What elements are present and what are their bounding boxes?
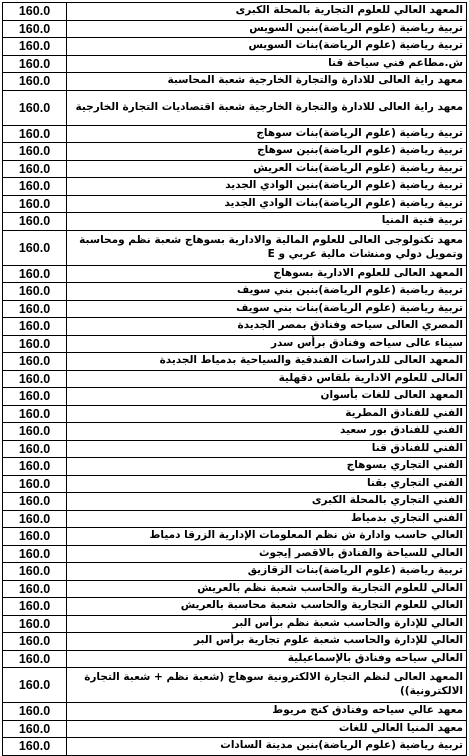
table-row xyxy=(3,633,467,651)
table-row xyxy=(3,318,467,336)
table-row xyxy=(3,545,467,563)
score-cell: 160.0 xyxy=(3,440,67,458)
table-row xyxy=(3,510,467,528)
table-row xyxy=(3,738,467,756)
score-cell: 160.0 xyxy=(3,125,67,143)
table-row xyxy=(3,388,467,406)
institution-cell: تربية رياضية (علوم الرياضة)بنات سوهاج xyxy=(67,125,467,143)
score-cell: 160.0 xyxy=(3,563,67,581)
institution-cell: تربية رياضية (علوم الرياضة)بنين السويس xyxy=(67,20,467,38)
score-cell: 160.0 xyxy=(3,3,67,21)
score-cell: 160.0 xyxy=(3,668,67,703)
table-row xyxy=(3,615,467,633)
score-cell: 160.0 xyxy=(3,265,67,283)
score-cell: 160.0 xyxy=(3,90,67,125)
score-cell: 160.0 xyxy=(3,720,67,738)
table-row xyxy=(3,230,467,265)
score-cell: 160.0 xyxy=(3,160,67,178)
institution-cell: العالي للسياحة والفنادق بالاقصر إيجوث xyxy=(67,545,467,563)
institution-cell: العالى للعلوم الادارية بلقاس دقهلية xyxy=(67,370,467,388)
institution-cell: العالي للعلوم التجارية والحاسب شعبة نظم بالعريش xyxy=(67,580,467,598)
table-row xyxy=(3,160,467,178)
institution-cell: الفني للفنادق بور سعيد xyxy=(67,423,467,441)
score-cell: 160.0 xyxy=(3,633,67,651)
institution-cell: تربية رياضية (علوم الرياضة)بنات بني سويف xyxy=(67,300,467,318)
table-row xyxy=(3,650,467,668)
institution-cell: تربية رياضية (علوم الرياضة)بنين الوادي الجديد xyxy=(67,178,467,196)
institution-cell: العالي سياحه وفنادق بالإسماعيلية xyxy=(67,650,467,668)
table-row xyxy=(3,73,467,91)
institution-cell: المعهد العالى لنظم التجارة الالكترونية سوهاج (شعبة نظم + شعبة التجارة الالكترونية)) xyxy=(67,668,467,703)
results-table-body xyxy=(3,3,467,756)
score-cell: 160.0 xyxy=(3,143,67,161)
table-row xyxy=(3,143,467,161)
results-table xyxy=(2,2,467,756)
table-row xyxy=(3,300,467,318)
table-row xyxy=(3,493,467,511)
score-cell: 160.0 xyxy=(3,213,67,231)
institution-cell: الفني التجاري بدمياط xyxy=(67,510,467,528)
score-cell: 160.0 xyxy=(3,458,67,476)
institution-cell: تربية رياضية (علوم الرياضة)بنين سوهاج xyxy=(67,143,467,161)
institution-cell: الفني التجاري بقنا xyxy=(67,475,467,493)
table-row xyxy=(3,720,467,738)
table-row xyxy=(3,20,467,38)
table-row xyxy=(3,353,467,371)
institution-cell: تربية فنية المنيا xyxy=(67,213,467,231)
table-row xyxy=(3,528,467,546)
table-row xyxy=(3,195,467,213)
table-row xyxy=(3,458,467,476)
table-row xyxy=(3,3,467,21)
score-cell: 160.0 xyxy=(3,545,67,563)
table-row xyxy=(3,55,467,73)
institution-cell: المعهد العالي للعلوم التجارية بالمحلة الكبرى xyxy=(67,3,467,21)
table-row xyxy=(3,475,467,493)
institution-cell: ش.مطاعم فني سياحة قنا xyxy=(67,55,467,73)
institution-cell: معهد تكنولوجى العالى للعلوم المالية والادارية بسوهاج شعبة نظم ومحاسبة وتمويل دولي ومنشات مالية عربي و E xyxy=(67,230,467,265)
institution-cell: تربية رياضية (علوم الرياضة)بنات السويس xyxy=(67,38,467,56)
score-cell: 160.0 xyxy=(3,388,67,406)
institution-cell: العالي للعلوم التجارية والحاسب شعبة محاسبة بالعريش xyxy=(67,598,467,616)
institution-cell: تربية رياضية (علوم الرياضة)بنات الزقازيق xyxy=(67,563,467,581)
score-cell: 160.0 xyxy=(3,475,67,493)
score-cell: 160.0 xyxy=(3,738,67,756)
table-row xyxy=(3,405,467,423)
institution-cell: العالي للإدارة والحاسب شعبة علوم تجارية برأس البر xyxy=(67,633,467,651)
institution-cell: سيناء عالى سياحه وفنادق برأس سدر xyxy=(67,335,467,353)
table-row xyxy=(3,668,467,703)
score-cell: 160.0 xyxy=(3,353,67,371)
table-row xyxy=(3,335,467,353)
score-cell: 160.0 xyxy=(3,178,67,196)
score-cell: 160.0 xyxy=(3,20,67,38)
table-row xyxy=(3,598,467,616)
table-row xyxy=(3,703,467,721)
institution-cell: الفني التجاري بالمحلة الكبرى xyxy=(67,493,467,511)
table-row xyxy=(3,38,467,56)
score-cell: 160.0 xyxy=(3,55,67,73)
institution-cell: تربية رياضية (علوم الرياضة)بنات الوادي الجديد xyxy=(67,195,467,213)
score-cell: 160.0 xyxy=(3,598,67,616)
institution-cell: العالي حاسب وادارة ش نظم المعلومات الإدارية الزرقا دمياط xyxy=(67,528,467,546)
score-cell: 160.0 xyxy=(3,423,67,441)
table-row xyxy=(3,178,467,196)
institution-cell: العالي للإدارة والحاسب شعبة نظم برأس البر xyxy=(67,615,467,633)
table-row xyxy=(3,90,467,125)
score-cell: 160.0 xyxy=(3,73,67,91)
score-cell: 160.0 xyxy=(3,405,67,423)
table-row xyxy=(3,423,467,441)
score-cell: 160.0 xyxy=(3,370,67,388)
score-cell: 160.0 xyxy=(3,703,67,721)
institution-cell: معهد عالي سياحه وفنادق كنج مريوط xyxy=(67,703,467,721)
table-row xyxy=(3,283,467,301)
table-row xyxy=(3,125,467,143)
score-cell: 160.0 xyxy=(3,510,67,528)
score-cell: 160.0 xyxy=(3,615,67,633)
institution-cell: معهد راية العالى للادارة والتجارة الخارجية شعبة المحاسبة xyxy=(67,73,467,91)
table-row xyxy=(3,213,467,231)
institution-cell: المعهد العالى للغات بأسوان xyxy=(67,388,467,406)
score-cell: 160.0 xyxy=(3,650,67,668)
score-cell: 160.0 xyxy=(3,318,67,336)
institution-cell: تربية رياضية (علوم الرياضة)بنين مدينة السادات xyxy=(67,738,467,756)
score-cell: 160.0 xyxy=(3,493,67,511)
table-row xyxy=(3,370,467,388)
institution-cell: المعهد العالى للعلوم الادارية بسوهاج xyxy=(67,265,467,283)
table-row xyxy=(3,563,467,581)
institution-cell: الفني للفنادق المطرية xyxy=(67,405,467,423)
institution-cell: معهد المنيا العالي للغات xyxy=(67,720,467,738)
score-cell: 160.0 xyxy=(3,38,67,56)
institution-cell: تربية رياضية (علوم الرياضة)بنات العريش xyxy=(67,160,467,178)
institution-cell: المعهد العالى للدراسات الفندقية والسياحية بدمياط الجديدة xyxy=(67,353,467,371)
score-cell: 160.0 xyxy=(3,195,67,213)
score-cell: 160.0 xyxy=(3,230,67,265)
score-cell: 160.0 xyxy=(3,283,67,301)
score-cell: 160.0 xyxy=(3,335,67,353)
score-cell: 160.0 xyxy=(3,528,67,546)
table-row xyxy=(3,440,467,458)
institution-cell: معهد راية العالى للادارة والتجارة الخارجية شعبة اقتصاديات التجارة الخارجية xyxy=(67,90,467,125)
institution-cell: تربية رياضية (علوم الرياضة)بنين بني سويف xyxy=(67,283,467,301)
institution-cell: الفني التجاري بسوهاج xyxy=(67,458,467,476)
institution-cell: المصري العالى سياحه وفنادق بمصر الجديدة xyxy=(67,318,467,336)
institution-cell: الفني للفنادق قنا xyxy=(67,440,467,458)
score-cell: 160.0 xyxy=(3,580,67,598)
score-cell: 160.0 xyxy=(3,300,67,318)
table-row xyxy=(3,265,467,283)
table-row xyxy=(3,580,467,598)
